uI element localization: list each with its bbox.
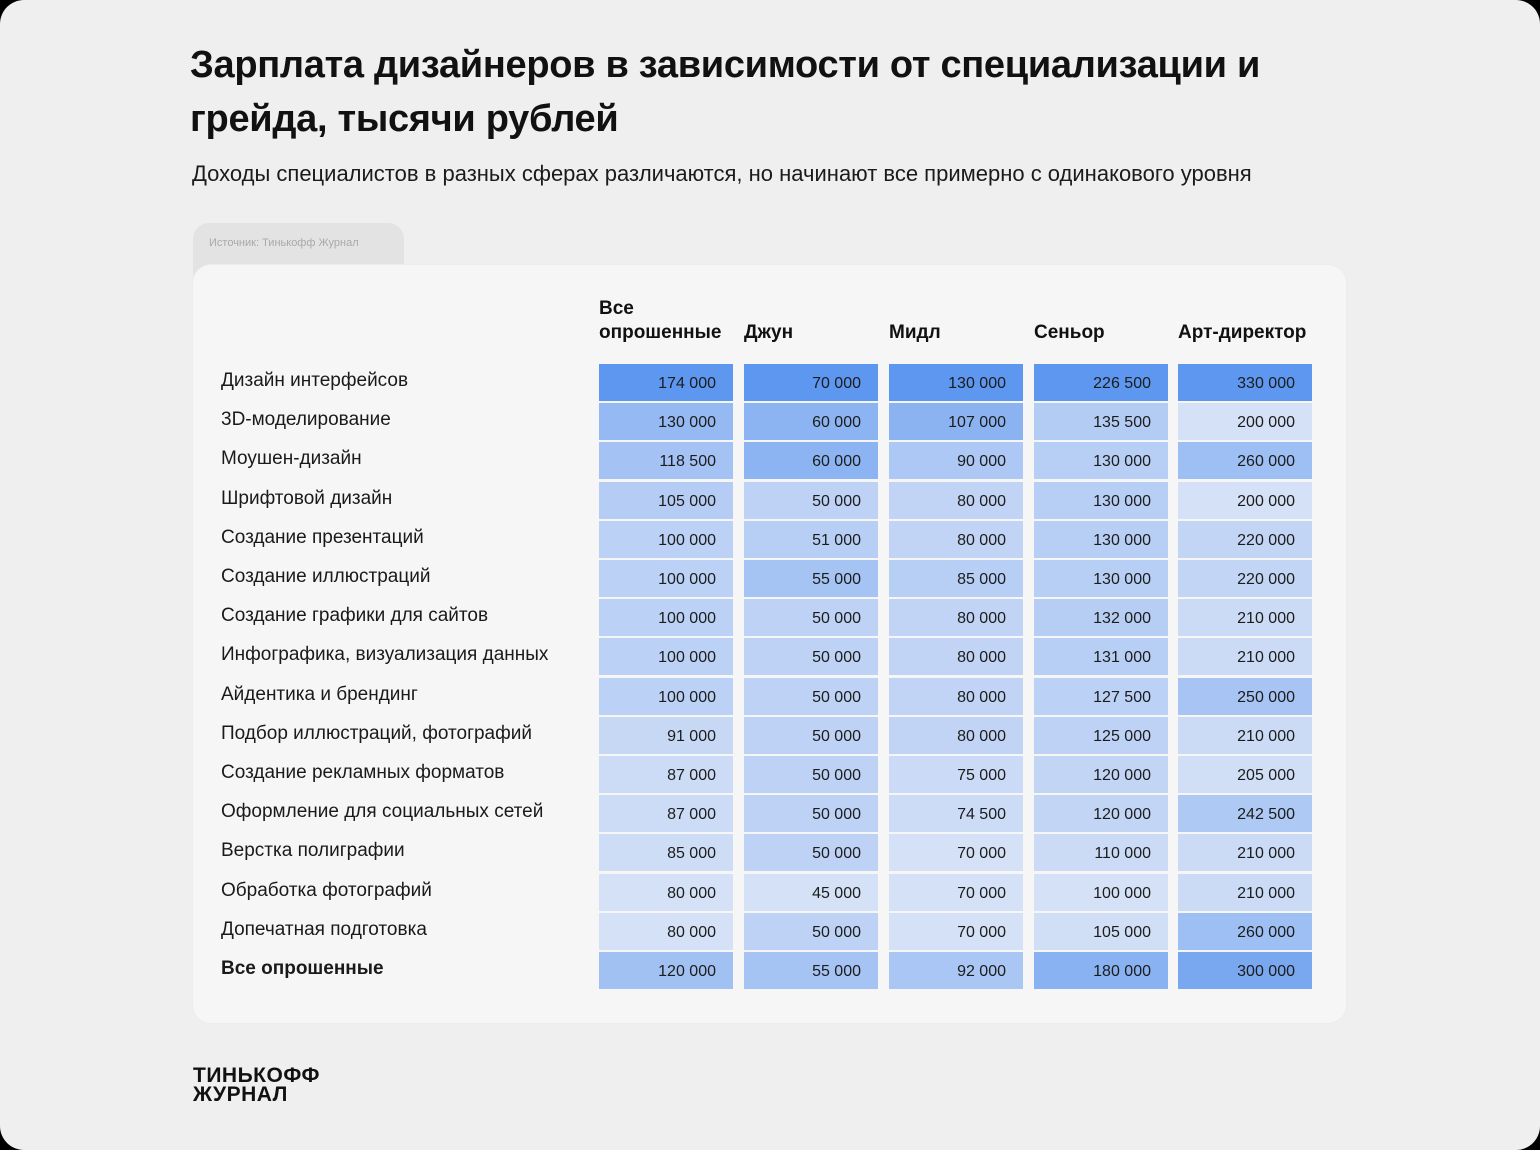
heatmap-cell: 100 000 [599, 521, 733, 558]
row-label: Подбор иллюстраций, фотографий [221, 722, 532, 744]
row-label: Создание презентаций [221, 526, 424, 548]
heatmap-cell: 45 000 [744, 874, 878, 911]
heatmap-cell: 135 500 [1034, 403, 1168, 440]
heatmap-cell: 174 000 [599, 364, 733, 401]
heatmap-cell: 91 000 [599, 717, 733, 754]
heatmap-cell: 50 000 [744, 717, 878, 754]
heatmap-cell: 70 000 [889, 913, 1023, 950]
heatmap-cell: 100 000 [599, 599, 733, 636]
row-label: Шрифтовой дизайн [221, 487, 393, 509]
row-label: 3D-моделирование [221, 409, 391, 431]
row-label: Допечатная подготовка [221, 918, 427, 940]
heatmap-cell: 80 000 [599, 913, 733, 950]
heatmap-cell: 125 000 [1034, 717, 1168, 754]
heatmap-cell: 220 000 [1178, 560, 1312, 597]
chart-title: Зарплата дизайнеров в зависимости от специализации и грейда, тысячи рублей [190, 44, 1261, 140]
heatmap-cell: 55 000 [744, 952, 878, 989]
row-label: Создание иллюстраций [221, 566, 431, 587]
heatmap-cell: 80 000 [889, 599, 1023, 636]
heatmap-cell: 131 000 [1034, 638, 1168, 675]
heatmap-cell: 260 000 [1178, 913, 1312, 950]
chart-subtitle: Доходы специалистов в разных сферах различаются, но начинают все примерно с одинакового уровня [192, 161, 1252, 186]
heatmap-cell: 51 000 [744, 521, 878, 558]
heatmap-cell: 60 000 [744, 403, 878, 440]
heatmap-cell: 70 000 [889, 874, 1023, 911]
heatmap-cell: 87 000 [599, 756, 733, 793]
row-label: Айдентика и брендинг [221, 683, 418, 705]
heatmap-cell: 60 000 [744, 442, 878, 479]
heatmap-cell: 200 000 [1178, 482, 1312, 519]
heatmap-cell: 120 000 [1034, 756, 1168, 793]
heatmap-cell: 80 000 [889, 521, 1023, 558]
heatmap-cell: 85 000 [599, 834, 733, 871]
heatmap-cell: 100 000 [599, 560, 733, 597]
heatmap-cell: 226 500 [1034, 364, 1168, 401]
heatmap-cell: 70 000 [889, 834, 1023, 871]
heatmap-cell: 105 000 [1034, 913, 1168, 950]
heatmap-cell: 210 000 [1178, 717, 1312, 754]
row-label: Оформление для социальных сетей [221, 801, 544, 823]
heatmap-cell: 330 000 [1178, 364, 1312, 401]
heatmap-cell: 80 000 [889, 678, 1023, 715]
heatmap-cell: 220 000 [1178, 521, 1312, 558]
heatmap-cell: 50 000 [744, 913, 878, 950]
heatmap-cell: 130 000 [599, 403, 733, 440]
heatmap-cell: 130 000 [1034, 560, 1168, 597]
column-header: опрошенные [599, 322, 722, 343]
heatmap-cell: 50 000 [744, 638, 878, 675]
logo-line-1: ТИНЬКОФФ [193, 1065, 320, 1087]
heatmap-cell: 300 000 [1178, 952, 1312, 989]
heatmap-cell: 200 000 [1178, 403, 1312, 440]
heatmap-cell: 70 000 [744, 364, 878, 401]
heatmap-cell: 120 000 [599, 952, 733, 989]
heatmap-cell: 127 500 [1034, 678, 1168, 715]
heatmap-cell: 100 000 [1034, 874, 1168, 911]
heatmap-cell: 90 000 [889, 442, 1023, 479]
row-label: Верстка полиграфии [221, 840, 405, 862]
heatmap-cell: 100 000 [599, 638, 733, 675]
heatmap-cell: 80 000 [599, 874, 733, 911]
heatmap-cell: 118 500 [599, 442, 733, 479]
source-label: Источник: Тинькофф Журнал [209, 237, 359, 249]
heatmap-cell: 87 000 [599, 795, 733, 832]
heatmap-cell: 92 000 [889, 952, 1023, 989]
row-label: Создание рекламных форматов [221, 762, 505, 783]
heatmap-cell: 107 000 [889, 403, 1023, 440]
heatmap-cell: 50 000 [744, 834, 878, 871]
heatmap-cell: 120 000 [1034, 795, 1168, 832]
heatmap-cell: 130 000 [1034, 521, 1168, 558]
logo-line-2: ЖУРНАЛ [193, 1083, 288, 1105]
heatmap-cell: 210 000 [1178, 599, 1312, 636]
heatmap-cell: 130 000 [889, 364, 1023, 401]
tinkoff-journal-logo [193, 1065, 403, 1105]
heatmap-cell: 75 000 [889, 756, 1023, 793]
heatmap-cell: 132 000 [1034, 599, 1168, 636]
heatmap-cell: 180 000 [1034, 952, 1168, 989]
heatmap-cell: 50 000 [744, 756, 878, 793]
heatmap-cell: 260 000 [1178, 442, 1312, 479]
heatmap-cell: 74 500 [889, 795, 1023, 832]
row-label: Дизайн интерфейсов [221, 370, 409, 391]
row-label: Инфографика, визуализация данных [221, 644, 549, 666]
heatmap-cell: 210 000 [1178, 834, 1312, 871]
row-label: Создание графики для сайтов [221, 605, 489, 627]
heatmap-cell: 80 000 [889, 638, 1023, 675]
heatmap-cell: 85 000 [889, 560, 1023, 597]
column-header-line1: Все [599, 298, 634, 319]
heatmap-cell: 130 000 [1034, 482, 1168, 519]
column-header: Сеньор [1034, 322, 1105, 343]
heatmap-cell: 110 000 [1034, 834, 1168, 871]
heatmap-cell: 105 000 [599, 482, 733, 519]
heatmap-cell: 80 000 [889, 482, 1023, 519]
row-label: Моушен-дизайн [221, 448, 362, 470]
column-header: Арт-директор [1178, 322, 1307, 343]
heatmap-cell: 55 000 [744, 560, 878, 597]
heatmap-cell: 210 000 [1178, 874, 1312, 911]
heatmap-cell: 50 000 [744, 678, 878, 715]
heatmap-cell: 242 500 [1178, 795, 1312, 832]
heatmap-cell: 205 000 [1178, 756, 1312, 793]
heatmap-cell: 210 000 [1178, 638, 1312, 675]
heatmap-cell: 130 000 [1034, 442, 1168, 479]
row-label: Обработка фотографий [221, 879, 432, 901]
column-header: Мидл [889, 322, 941, 343]
column-header: Джун [744, 322, 794, 343]
heatmap-cell: 250 000 [1178, 678, 1312, 715]
heatmap-cell: 80 000 [889, 717, 1023, 754]
heatmap-cell: 50 000 [744, 795, 878, 832]
row-label-total: Все опрошенные [221, 958, 384, 979]
heatmap-cell: 50 000 [744, 482, 878, 519]
heatmap-cell: 100 000 [599, 678, 733, 715]
heatmap-cell: 50 000 [744, 599, 878, 636]
